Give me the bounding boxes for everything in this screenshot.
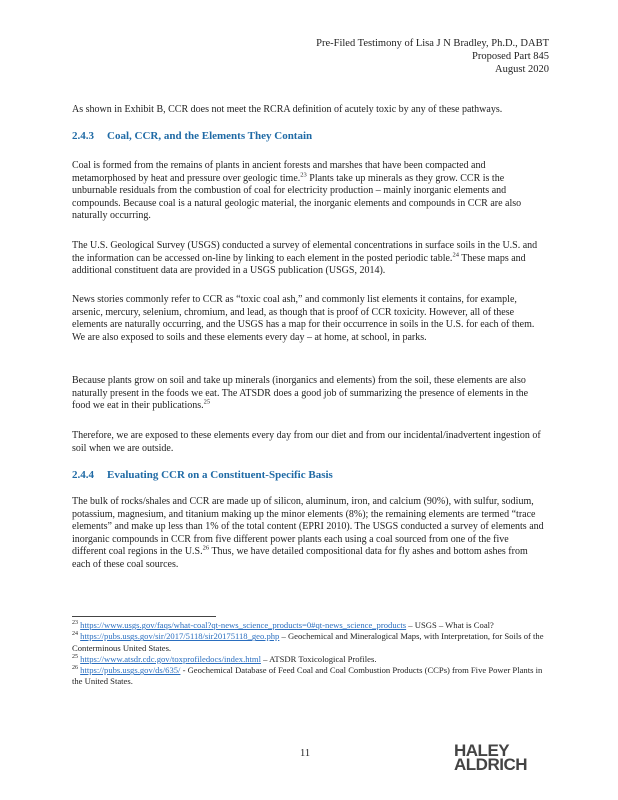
footnote-ref[interactable]: 26 [202, 544, 210, 552]
footnote: $^{23}$ https://www.usgs.gov/faqs/what-coal?qt-news_science_products=0#qt-news_science_products – USGS – What is Coal? [72, 620, 494, 630]
footnote-ref[interactable]: 24 [452, 251, 459, 259]
section-2-4-3-p2: The U.S. Geological Survey (USGS) conducted a survey of elemental concentrations in surface soils in the U.S. and the information can be accessed on-line by linking to each element in the posted periodic table.$^{24}$ These maps and additional constituent data are provided in a USGS publication (USGS, 2014). [72, 240, 538, 276]
section-heading-2-4-3 [72, 130, 312, 142]
footnote: $^{25}$ https://www.atsdr.cdc.gov/toxprofiledocs/index.html – ATSDR Toxicological Profiles. [72, 653, 377, 664]
footnote-link[interactable]: https://pubs.usgs.gov/sir/2017/5118/sir20175118_geo.php [80, 631, 280, 642]
logo-line-1: HALEY [454, 741, 510, 760]
section-2-4-3-p3: News stories commonly refer to CCR as “toxic coal ash,” and commonly list elements it contains, for example, arsenic, mercury, selenium, chromium, and lead, as though that is proof of CCR toxicity. However, all of these elements are naturally occurring, and the USGS has a map for their occurrence in soils in the U.S. for each of them. We are also exposed to soils and these elements every day – at home, at school, in parks. [72, 294, 535, 343]
footnote-link[interactable]: https://pubs.usgs.gov/ds/635/ [80, 665, 181, 676]
footnote-link[interactable]: https://www.usgs.gov/faqs/what-coal?qt-news_science_products=0#qt-news_science_products [80, 620, 407, 630]
footnote: $^{24}$ https://pubs.usgs.gov/sir/2017/5118/sir20175118_geo.php – Geochemical and Mineralogical Maps, with Interpretation, for Soils of the Conterminous United States. [72, 631, 544, 653]
section-2-4-3-p1: Coal is formed from the remains of plants in ancient forests and marshes that have been compacted and metamorphosed by heat and pressure over geologic time.$^{23}$ Plants take up minerals as they grow. CCR is the unburnable residuals from the combustion of coal for electricity production – mainly inorganic elements and compounds. Because coal is a natural geologic material, the inorganic elements and compounds in CCR are also naturally occurring. [72, 160, 522, 221]
header-line-2: Proposed Part 845 [472, 51, 549, 62]
page-header [316, 37, 549, 76]
section-2-4-4-p1: The bulk of rocks/shales and CCR are made up of silicon, aluminum, iron, and calcium (90%), with sulfur, sodium, potassium, magnesium, and titanium making up the minor elements (8%); the remaining elements are termed “trace elements” and make up less than 1% of the total content (EPRI 2010). The USGS conducted a survey of elements and inorganic compounds in CCR from five different power plants each using a coal sourced from one of the five different coal regions in the U.S.$^{26}$ Thus, we have detailed compositional data for fly ashes and bottom ashes from each of these coal sources. [72, 496, 544, 570]
section-title: Coal, CCR, and the Elements They Contain [107, 130, 313, 142]
footnote-link[interactable]: https://www.atsdr.cdc.gov/toxprofiledocs/index.html [80, 653, 261, 664]
footnote-ref[interactable]: 23 [300, 171, 307, 179]
section-title: Evaluating CCR on a Constituent-Specific Basis [107, 469, 333, 481]
page-number: 11 [300, 748, 311, 759]
footnote-divider [72, 616, 216, 617]
section-2-4-3-p4: Because plants grow on soil and take up minerals (inorganics and elements) from the soil, these elements are also naturally present in the foods we eat. The ATSDR does a good job of summarizing the presence of elements in the food we eat in their publications.$^{25}$ [72, 375, 529, 411]
haley-aldrich-logo [454, 741, 527, 774]
intro-paragraph: As shown in Exhibit B, CCR does not meet the RCRA definition of acutely toxic by any of these pathways. [72, 104, 503, 115]
section-number: 2.4.3 [72, 130, 94, 142]
header-line-3: August 2020 [495, 64, 549, 75]
footnote: $^{26}$ https://pubs.usgs.gov/ds/635/ - Geochemical Database of Feed Coal and Coal Combustion Products (CCPs) from Five Power Plants in the United States. [72, 665, 543, 687]
logo-line-2: ALDRICH [454, 755, 527, 774]
footnote-ref[interactable]: 25 [203, 398, 211, 406]
header-line-1: Pre-Filed Testimony of Lisa J N Bradley, Ph.D., DABT [316, 38, 549, 49]
section-heading-2-4-4 [72, 469, 333, 481]
footnotes [72, 620, 544, 688]
section-2-4-3-p5: Therefore, we are exposed to these elements every day from our diet and from our incidental/inadvertent ingestion of soil when we are outside. [72, 430, 541, 454]
section-number: 2.4.4 [72, 469, 94, 481]
